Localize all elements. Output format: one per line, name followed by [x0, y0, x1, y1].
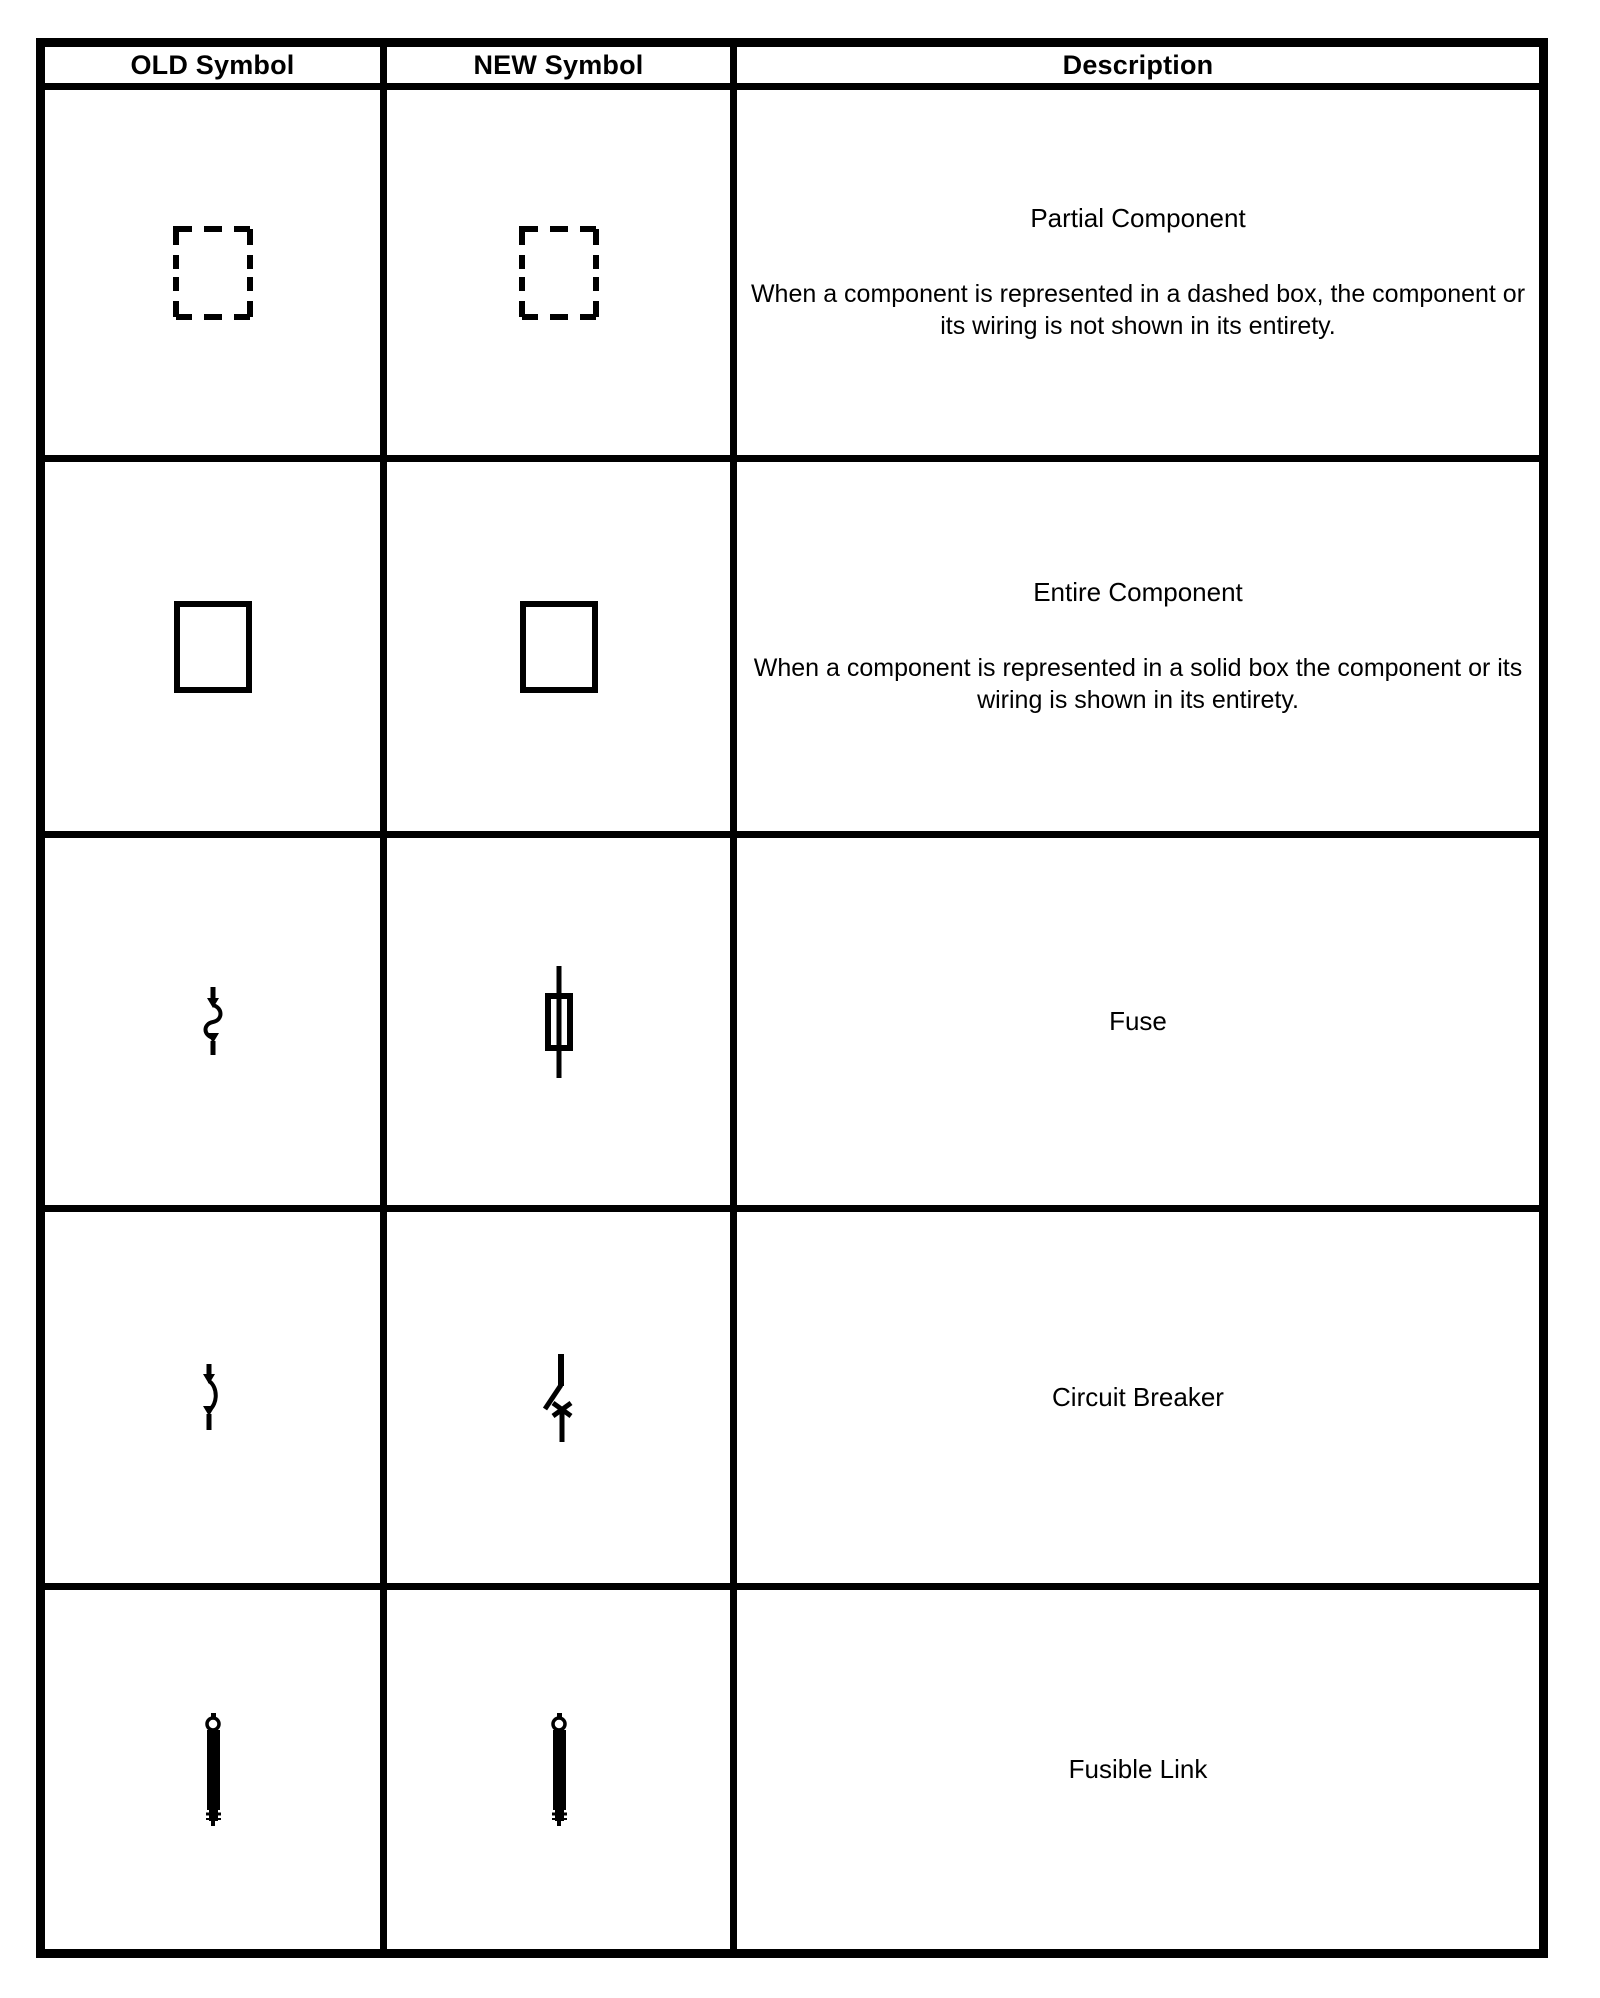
description-title: Entire Component	[1033, 576, 1243, 607]
description-title: Circuit Breaker	[1052, 1382, 1224, 1412]
description-body: When a component is represented in a solid box the component or its wiring is shown in its entirety.	[753, 653, 1523, 714]
fuse-description-cell	[737, 838, 1539, 1205]
fuse-new-rect-icon	[544, 966, 574, 1078]
circuit-breaker-old-curve-icon	[202, 1364, 224, 1432]
fuse-new-symbol-cell	[387, 838, 730, 1205]
partial-component-description-cell	[737, 90, 1539, 455]
header-old-symbol-label: OLD Symbol	[130, 49, 295, 80]
circuit-breaker-old-symbol-cell	[45, 1212, 380, 1583]
header-description-label: Description	[1062, 49, 1214, 80]
dashed-box-icon	[173, 226, 253, 320]
fusible-link-bar-icon	[545, 1713, 573, 1827]
header-old-symbol	[45, 47, 380, 83]
entire-component-old-symbol-cell	[45, 462, 380, 831]
description-title: Fusible Link	[1068, 1754, 1208, 1784]
fuse-old-symbol-cell	[45, 838, 380, 1205]
partial-component-new-symbol-cell	[387, 90, 730, 455]
symbol-legend-table	[36, 38, 1548, 1958]
fusible-link-description-cell	[737, 1590, 1539, 1949]
circuit-breaker-new-symbol-cell	[387, 1212, 730, 1583]
fusible-link-new-symbol-cell	[387, 1590, 730, 1949]
solid-box-icon	[174, 601, 252, 693]
description-body: When a component is represented in a dashed box, the component or its wiring is not shown in its entirety.	[750, 279, 1526, 340]
dashed-box-icon	[519, 226, 599, 320]
circuit-breaker-new-switch-icon	[540, 1352, 578, 1444]
header-description	[737, 47, 1539, 83]
header-new-symbol	[387, 47, 730, 83]
entire-component-description-cell	[737, 462, 1539, 831]
partial-component-old-symbol-cell	[45, 90, 380, 455]
fuse-old-s-curve-icon	[198, 987, 228, 1057]
circuit-breaker-description-cell	[737, 1212, 1539, 1583]
solid-box-icon	[520, 601, 598, 693]
description-title: Partial Component	[1030, 202, 1246, 233]
fusible-link-bar-icon	[199, 1713, 227, 1827]
description-title: Fuse	[1109, 1006, 1167, 1036]
header-new-symbol-label: NEW Symbol	[473, 49, 644, 80]
entire-component-new-symbol-cell	[387, 462, 730, 831]
fusible-link-old-symbol-cell	[45, 1590, 380, 1949]
